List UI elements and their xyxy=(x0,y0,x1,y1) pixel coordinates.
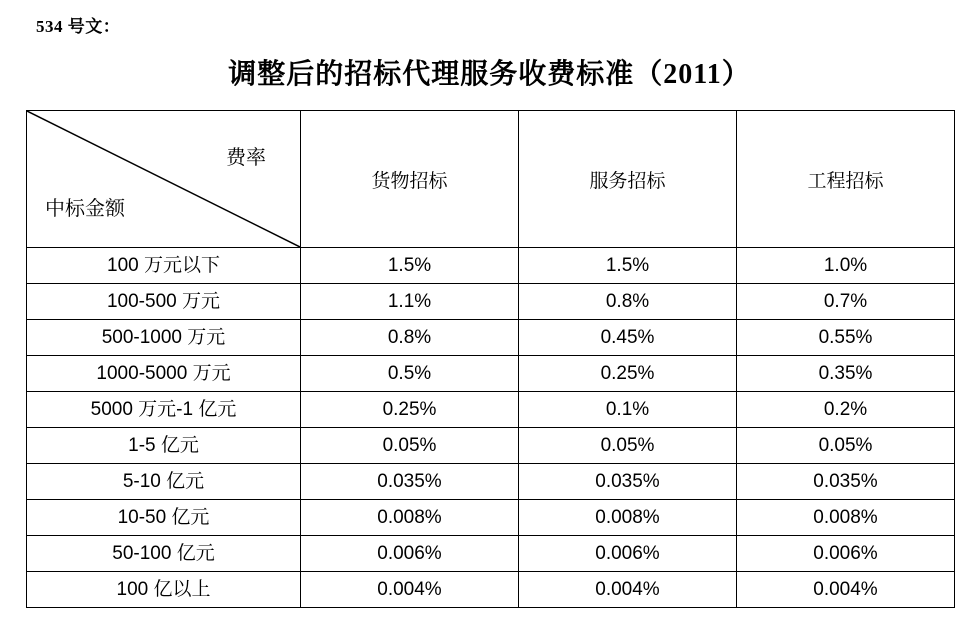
document-reference: 534 号文： xyxy=(36,17,121,36)
row-value-service: 0.1% xyxy=(519,392,737,428)
diagonal-divider-icon xyxy=(27,111,300,247)
row-label: 10-50 亿元 xyxy=(27,500,301,536)
row-label: 500-1000 万元 xyxy=(27,320,301,356)
row-value-service: 0.006% xyxy=(519,536,737,572)
row-value-goods: 0.006% xyxy=(301,536,519,572)
row-value-service: 0.008% xyxy=(519,500,737,536)
table-corner-header xyxy=(27,111,301,248)
row-value-goods: 0.8% xyxy=(301,320,519,356)
table-row xyxy=(27,284,955,320)
fee-standard-table xyxy=(26,110,955,608)
row-value-goods: 0.05% xyxy=(301,428,519,464)
table-header-row xyxy=(27,111,955,248)
row-value-engineering: 0.008% xyxy=(737,500,955,536)
row-value-engineering: 1.0% xyxy=(737,248,955,284)
row-value-engineering: 0.006% xyxy=(737,536,955,572)
corner-label-rate: 费率 xyxy=(226,147,266,169)
row-label: 5-10 亿元 xyxy=(27,464,301,500)
column-header-service: 服务招标 xyxy=(519,111,737,248)
row-label: 1000-5000 万元 xyxy=(27,356,301,392)
row-value-engineering: 0.004% xyxy=(737,572,955,608)
row-value-goods: 1.5% xyxy=(301,248,519,284)
row-label: 50-100 亿元 xyxy=(27,536,301,572)
table-row xyxy=(27,536,955,572)
row-label: 5000 万元-1 亿元 xyxy=(27,392,301,428)
row-label: 100 万元以下 xyxy=(27,248,301,284)
row-value-service: 0.05% xyxy=(519,428,737,464)
row-value-service: 0.004% xyxy=(519,572,737,608)
row-value-engineering: 0.2% xyxy=(737,392,955,428)
row-value-goods: 0.25% xyxy=(301,392,519,428)
row-value-service: 0.45% xyxy=(519,320,737,356)
column-header-goods: 货物招标 xyxy=(301,111,519,248)
row-label: 1-5 亿元 xyxy=(27,428,301,464)
row-label: 100 亿以上 xyxy=(27,572,301,608)
row-value-goods: 0.008% xyxy=(301,500,519,536)
column-header-engineering: 工程招标 xyxy=(737,111,955,248)
row-value-service: 1.5% xyxy=(519,248,737,284)
row-label: 100-500 万元 xyxy=(27,284,301,320)
page-title: 调整后的招标代理服务收费标准（2011） xyxy=(228,59,751,90)
table-row xyxy=(27,356,955,392)
table-row xyxy=(27,248,955,284)
table-row xyxy=(27,320,955,356)
row-value-engineering: 0.55% xyxy=(737,320,955,356)
row-value-goods: 1.1% xyxy=(301,284,519,320)
table-body xyxy=(27,248,955,608)
row-value-goods: 0.035% xyxy=(301,464,519,500)
table-row xyxy=(27,572,955,608)
table-header xyxy=(27,111,955,248)
table-row xyxy=(27,392,955,428)
row-value-service: 0.8% xyxy=(519,284,737,320)
row-value-goods: 0.004% xyxy=(301,572,519,608)
row-value-engineering: 0.05% xyxy=(737,428,955,464)
fee-standard-table-wrapper xyxy=(26,110,954,608)
row-value-engineering: 0.035% xyxy=(737,464,955,500)
row-value-engineering: 0.35% xyxy=(737,356,955,392)
row-value-engineering: 0.7% xyxy=(737,284,955,320)
table-row xyxy=(27,500,955,536)
corner-label-amount: 中标金额 xyxy=(45,198,125,220)
table-row xyxy=(27,428,955,464)
row-value-goods: 0.5% xyxy=(301,356,519,392)
table-row xyxy=(27,464,955,500)
row-value-service: 0.25% xyxy=(519,356,737,392)
row-value-service: 0.035% xyxy=(519,464,737,500)
